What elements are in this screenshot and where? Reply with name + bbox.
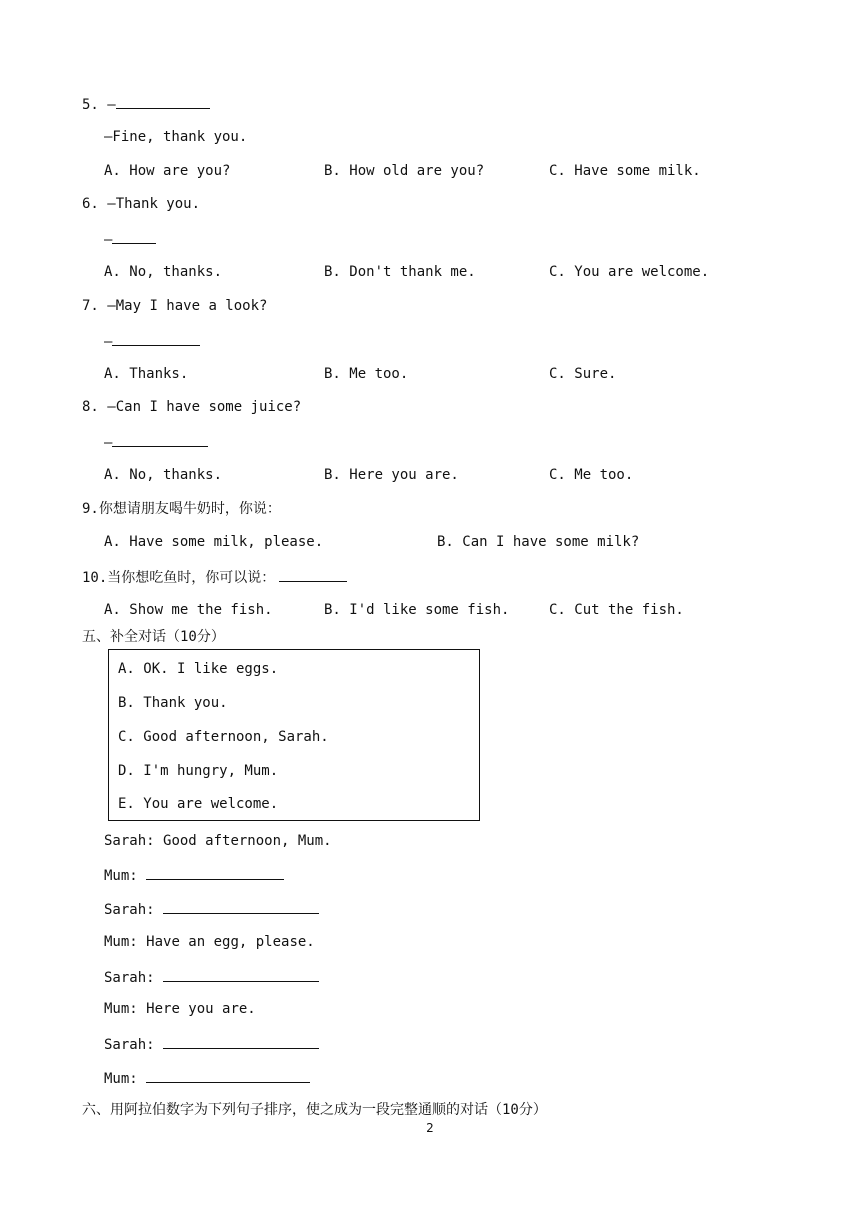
question-reply: — — [104, 228, 156, 248]
option-a[interactable]: A. No, thanks. — [104, 264, 223, 280]
answer-blank[interactable] — [112, 330, 200, 346]
dialogue-line — [104, 898, 319, 918]
answer-blank[interactable] — [146, 864, 284, 880]
question-prompt: 你想请朋友喝牛奶时，你说： — [98, 501, 281, 517]
speaker: Mum: — [104, 1001, 138, 1017]
option-c[interactable]: C. You are welcome. — [549, 264, 710, 280]
box-option-b: B. Thank you. — [118, 695, 228, 711]
speaker: Sarah: — [104, 970, 155, 986]
option-b[interactable]: B. Me too. — [324, 366, 409, 382]
question-10 — [82, 566, 347, 586]
question-8 — [82, 397, 301, 417]
option-a[interactable]: A. Show me the fish. — [104, 602, 273, 618]
option-a[interactable]: A. Thanks. — [104, 366, 189, 382]
question-number: 6. — [82, 196, 99, 212]
section-6-title: 六、用阿拉伯数字为下列句子排序，使之成为一段完整通顺的对话（10分） — [82, 1102, 547, 1118]
option-b[interactable]: B. Don't thank me. — [324, 264, 476, 280]
answer-blank[interactable] — [163, 1033, 319, 1049]
option-b[interactable]: B. Here you are. — [324, 467, 459, 483]
line-text: Good afternoon, Mum. — [163, 833, 332, 849]
answer-blank[interactable] — [163, 966, 319, 982]
option-b[interactable]: B. How old are you? — [324, 163, 485, 179]
line-text: Have an egg, please. — [146, 934, 315, 950]
speaker: Mum: — [104, 934, 138, 950]
answer-blank[interactable] — [279, 566, 347, 582]
question-6 — [82, 194, 200, 214]
question-prompt: —Can I have some juice? — [107, 399, 302, 415]
answer-blank[interactable] — [146, 1067, 310, 1083]
question-5 — [82, 93, 210, 113]
option-a[interactable]: A. How are you? — [104, 163, 231, 179]
question-7 — [82, 296, 267, 316]
box-option-c: C. Good afternoon, Sarah. — [118, 729, 329, 745]
question-number: 9. — [82, 501, 99, 517]
option-c[interactable]: C. Have some milk. — [549, 163, 701, 179]
question-prompt: —Thank you. — [107, 196, 201, 212]
question-9 — [82, 499, 281, 519]
answer-blank[interactable] — [116, 93, 210, 109]
section-5-title: 五、补全对话（10分） — [82, 629, 225, 645]
question-number: 10. — [82, 570, 108, 586]
speaker: Sarah: — [104, 902, 155, 918]
speaker: Mum: — [104, 1071, 138, 1087]
option-c[interactable]: C. Cut the fish. — [549, 602, 684, 618]
answer-blank[interactable] — [112, 431, 208, 447]
question-prompt: — — [107, 97, 116, 113]
dialogue-line — [104, 966, 319, 986]
dialogue-line — [104, 831, 332, 851]
question-reply: —Fine, thank you. — [104, 129, 248, 145]
option-a[interactable]: A. No, thanks. — [104, 467, 223, 483]
dialogue-line — [104, 1033, 319, 1053]
box-option-a: A. OK. I like eggs. — [118, 661, 279, 677]
option-c[interactable]: C. Sure. — [549, 366, 617, 382]
answer-blank[interactable] — [112, 228, 156, 244]
question-reply: — — [104, 431, 208, 451]
dialogue-line — [104, 932, 315, 952]
question-prompt: —May I have a look? — [107, 298, 268, 314]
speaker: Sarah: — [104, 833, 155, 849]
answer-blank[interactable] — [163, 898, 319, 914]
question-number: 8. — [82, 399, 99, 415]
question-number: 7. — [82, 298, 99, 314]
question-number: 5. — [82, 97, 99, 113]
option-a[interactable]: A. Have some milk, please. — [104, 534, 324, 550]
question-prompt: 当你想吃鱼时，你可以说： — [107, 570, 276, 586]
option-b[interactable]: B. Can I have some milk? — [437, 534, 640, 550]
box-option-d: D. I'm hungry, Mum. — [118, 763, 279, 779]
box-option-e: E. You are welcome. — [118, 796, 279, 812]
page-number: 2 — [426, 1121, 434, 1135]
option-c[interactable]: C. Me too. — [549, 467, 634, 483]
speaker: Mum: — [104, 868, 138, 884]
dialogue-line — [104, 864, 284, 884]
dialogue-line — [104, 999, 256, 1019]
speaker: Sarah: — [104, 1037, 155, 1053]
dialogue-line — [104, 1067, 310, 1087]
option-b[interactable]: B. I'd like some fish. — [324, 602, 510, 618]
line-text: Here you are. — [146, 1001, 256, 1017]
question-reply: — — [104, 330, 200, 350]
